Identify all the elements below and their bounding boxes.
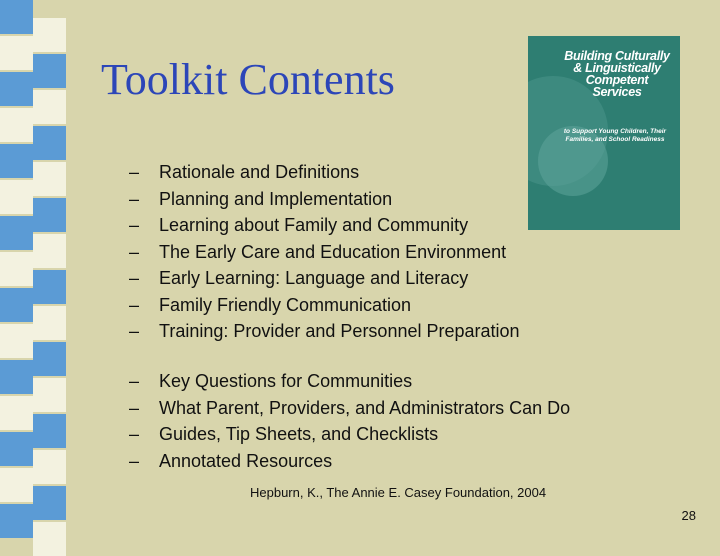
stripe-block (0, 36, 33, 70)
list-item-text: Training: Provider and Personnel Preparation (159, 321, 520, 341)
stripe-block (33, 342, 66, 376)
decorative-stripe-band (0, 0, 66, 540)
stripe-block (33, 522, 66, 556)
list-bullet: – (129, 241, 140, 262)
stripe-block (0, 72, 33, 106)
list-bullet: – (129, 397, 140, 418)
list-bullet: – (129, 450, 140, 471)
stripe-block (33, 306, 66, 340)
list-item-text: Annotated Resources (159, 450, 333, 471)
stripe-block (0, 0, 33, 34)
list-item-text: What Parent, Providers, and Administrators Can Do (159, 397, 571, 418)
list-bullet: – (129, 162, 140, 182)
stripe-block (33, 270, 66, 304)
stripe-block (33, 198, 66, 232)
page-number: 28 (681, 508, 696, 523)
citation: Hepburn, K., The Annie E. Casey Foundation, 2004 (250, 485, 547, 500)
stripe-block (0, 288, 33, 322)
stripe-block (0, 216, 33, 250)
stripe-block (33, 486, 66, 520)
list-item-text: Early Learning: Language and Literacy (159, 268, 469, 288)
stripe-block (0, 504, 33, 538)
stripe-block (0, 396, 33, 430)
stripe-block (0, 432, 33, 466)
book-cover-title: Building Culturally & Linguistically Competent Services (564, 49, 670, 99)
stripe-block (33, 234, 66, 268)
stripe-block (0, 324, 33, 358)
stripe-block (33, 18, 66, 52)
list-bullet: – (129, 321, 140, 341)
stripe-block (33, 162, 66, 196)
slide-title: Toolkit Contents (101, 55, 395, 104)
book-cover-subtitle: to Support Young Children, Their Families, and School Readiness (563, 128, 667, 143)
stripe-block (0, 180, 33, 214)
list-item-text: The Early Care and Education Environment (159, 241, 507, 262)
list-bullet: – (129, 371, 140, 391)
stripe-block (0, 144, 33, 178)
list-bullet: – (129, 294, 140, 315)
list-item-text: Rationale and Definitions (159, 162, 360, 182)
stripe-block (0, 468, 33, 502)
stripe-block (0, 108, 33, 142)
list-bullet: – (129, 215, 140, 235)
list-bullet: – (129, 188, 140, 209)
list-item-text: Learning about Family and Community (159, 215, 469, 235)
stripe-block (0, 252, 33, 286)
list-bullet: – (129, 268, 140, 288)
stripe-block (33, 126, 66, 160)
list-item-text: Guides, Tip Sheets, and Checklists (159, 424, 439, 444)
book-cover-image (528, 36, 680, 230)
stripe-block (33, 414, 66, 448)
list-item-text: Family Friendly Communication (159, 294, 412, 315)
stripe-block (0, 360, 33, 394)
list-item-text: Key Questions for Communities (159, 371, 413, 391)
list-item-text: Planning and Implementation (159, 188, 393, 209)
stripe-block (33, 54, 66, 88)
stripe-block (33, 378, 66, 412)
stripe-block (33, 450, 66, 484)
list-bullet: – (129, 424, 140, 444)
stripe-block (33, 90, 66, 124)
